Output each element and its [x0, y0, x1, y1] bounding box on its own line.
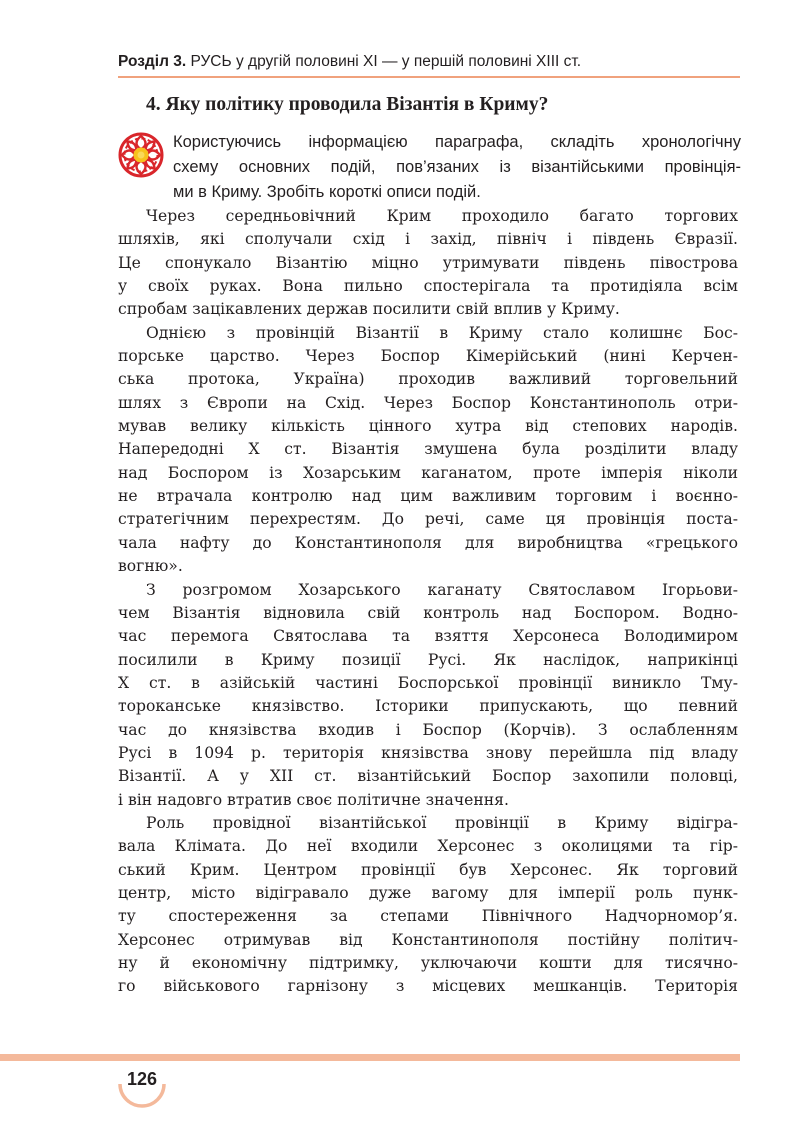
footer-bar: [0, 1054, 740, 1061]
body-text: [118, 205, 738, 999]
text-line: мував велику кількість цінного хутра від степових народів.: [118, 417, 738, 436]
text-line: тороканське князівство. Історики припускають, що певний: [118, 697, 738, 716]
text-line: чем Візантія відновила свій контроль над Боспором. Водно-: [118, 603, 738, 622]
text-line: Напередодні Х ст. Візантія змушена була розділити владу: [118, 440, 738, 459]
text-line: ський Крим. Центром провінції був Херсонес. Як торговий: [118, 860, 738, 879]
text-line: ту спостереження за степами Північного Надчорномор’я.: [118, 907, 738, 926]
text-line: чала нафту до Константинополя для виробництва «грецького: [118, 533, 738, 552]
text-line: час перемога Святослава та взяття Херсонеса Володимиром: [118, 627, 738, 646]
text-line: вала Клімата. До неї входили Херсонес з околицями та гір-: [118, 837, 738, 856]
chapter-title: РУСЬ у другій половині XI — у першій половині XIII ст.: [186, 53, 582, 70]
text-line: шлях з Європи на Схід. Через Боспор Константинополь отри-: [118, 393, 738, 412]
text-line: Візантії. А у ХІІ ст. візантійський Боспор захопили половці,: [118, 767, 738, 786]
text-line: посилили в Криму позиції Русі. Як наслідок, наприкінці: [118, 650, 738, 669]
running-header: [118, 52, 740, 78]
text-line: го військового гарнізону з місцевих мешканців. Територія: [118, 977, 738, 996]
text-line: Х ст. в азійській частині Боспорської провінції виникло Тму-: [118, 673, 738, 692]
text-line: і він надовго втратив своє політичне значення.: [118, 790, 509, 809]
text-line: не втрачала контролю над цим важливим торговим і воєнно-: [118, 487, 738, 506]
text-line: Однією з провінцій Візантії в Криму стало колишнє Бос-: [146, 323, 738, 342]
task-instruction: [173, 130, 741, 205]
task-line: схему основних подій, пов’язаних із візантійськими провінція-: [173, 158, 741, 176]
text-line: вогню».: [118, 557, 183, 576]
text-line: Херсонес отримував від Константинополя постійну політич-: [118, 930, 738, 949]
text-line: центр, місто відігравало дуже вагому для імперії роль пунк-: [118, 883, 738, 902]
text-line: шляхів, які сполучали схід і захід, північ і південь Євразії.: [118, 230, 738, 249]
text-line: над Боспором із Хозарським каганатом, проте імперія ніколи: [118, 463, 738, 482]
text-line: Роль провідної візантійської провінції в Криму відігра-: [146, 813, 738, 832]
ornament-rosette-icon: [118, 132, 164, 178]
text-line: Через середньовічний Крим проходило багато торгових: [146, 207, 738, 225]
text-line: Це спонукало Візантію міцно утримувати південь півострова: [118, 253, 738, 272]
chapter-label: Розділ 3.: [118, 53, 187, 70]
text-line: ну й економічну підтримку, уключаючи кошти для тисячно-: [118, 954, 738, 972]
text-line: З розгромом Хозарського каганату Святославом Ігорьови-: [146, 580, 738, 599]
text-line: у своїх руках. Вона пильно спостерігала та протидіяла всім: [118, 277, 738, 296]
section-heading: 4. Яку політику проводила Візантія в Криму?: [146, 94, 549, 115]
text-line: час до князівства входив і Боспор (Корчів). З ослабленням: [118, 720, 738, 739]
page-number: 126: [126, 1069, 158, 1089]
text-line: ська протока, Україна) проходив важливий торговельний: [118, 370, 738, 389]
text-line: стратегічним перехрестям. До речі, саме ця провінція поста-: [118, 510, 738, 529]
header-divider: [118, 76, 740, 78]
text-line: порське царство. Через Боспор Кімерійський (нині Керчен-: [118, 347, 738, 366]
text-line: Русі в 1094 р. територія князівства знову перейшла під владу: [118, 743, 738, 762]
text-line: спробам зацікавлених держав посилити свій вплив у Криму.: [118, 300, 620, 319]
task-line: Користуючись інформацією параграфа, складіть хронологічну: [173, 133, 741, 151]
task-line: ми в Криму. Зробіть короткі описи подій.: [173, 183, 481, 201]
